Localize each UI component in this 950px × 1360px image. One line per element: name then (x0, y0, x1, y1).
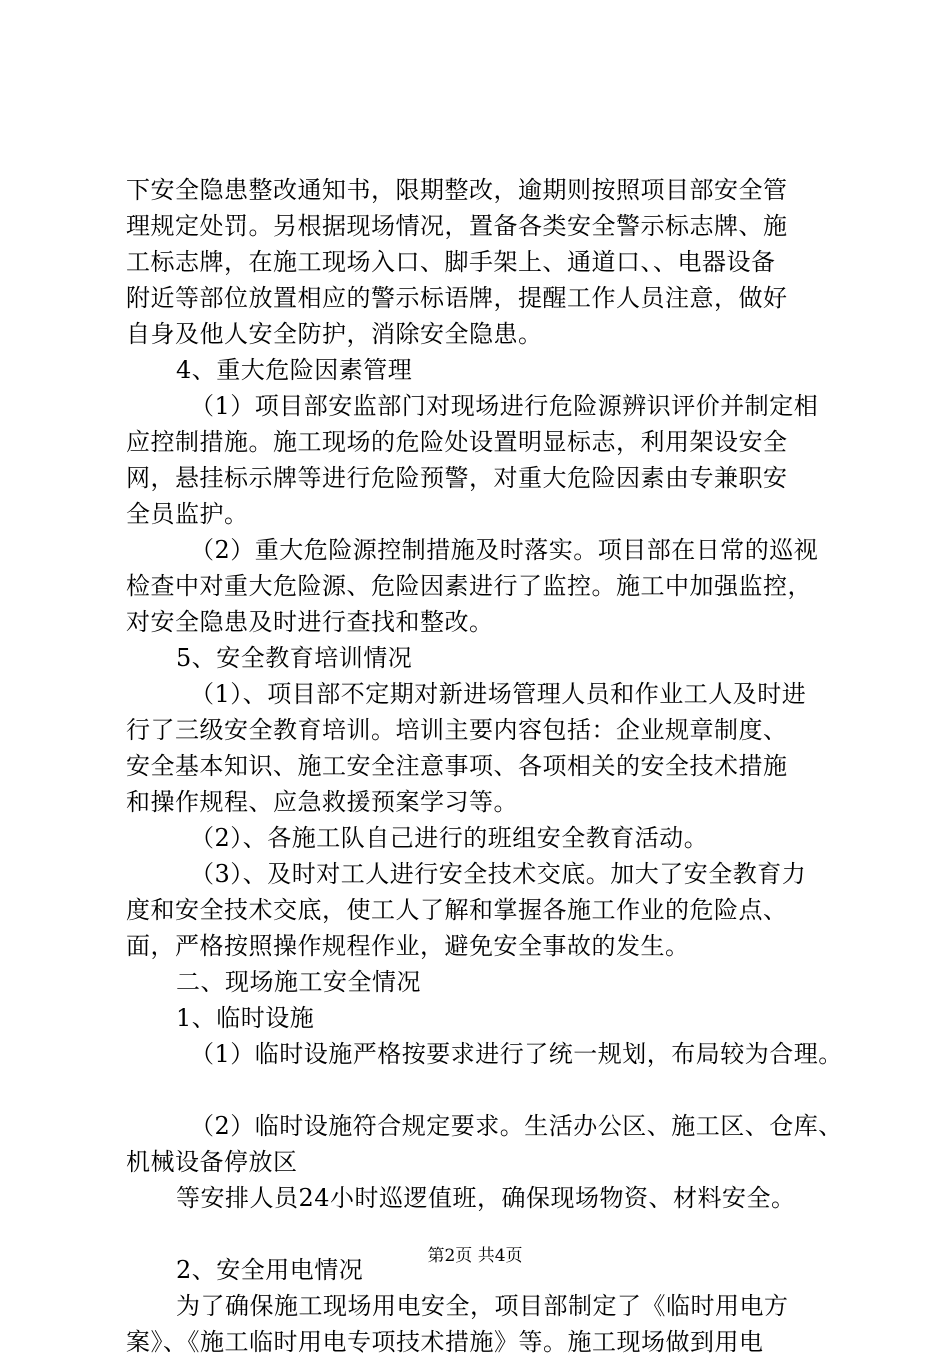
body-line: 检查中对重大危险源、危险因素进行了监控。施工中加强监控， (126, 572, 812, 600)
body-line: 行了三级安全教育培训。培训主要内容包括：企业规章制度、 (126, 716, 788, 744)
body-line: 度和安全技术交底，使工人了解和掌握各施工作业的危险点、 (126, 896, 788, 924)
body-line: （1）、项目部不定期对新进场管理人员和作业工人及时进 (190, 680, 807, 708)
body-line: （3）、及时对工人进行安全技术交底。加大了安全教育力 (190, 860, 807, 888)
body-line: 工标志牌，在施工现场入口、脚手架上、通道口、、电器设备 (126, 248, 776, 276)
section-heading: 1、临时设施 (176, 1004, 315, 1032)
body-line: 等安排人员24小时巡逻值班，确保现场物资、材料安全。 (176, 1184, 796, 1212)
body-line: 和操作规程、应急救援预案学习等。 (126, 788, 518, 816)
body-line: （2）重大危险源控制措施及时落实。项目部在日常的巡视 (190, 536, 819, 564)
section-heading: 2、安全用电情况 (176, 1256, 364, 1284)
body-line: （1）项目部安监部门对现场进行危险源辨识评价并制定相 (190, 392, 819, 420)
body-line: 附近等部位放置相应的警示标语牌，提醒工作人员注意，做好 (126, 284, 788, 312)
body-line: 应控制措施。施工现场的危险处设置明显标志，利用架设安全 (126, 428, 788, 456)
body-line: 理规定处罚。另根据现场情况，置备各类安全警示标志牌、施 (126, 212, 788, 240)
body-line: 面，严格按照操作规程作业，避免安全事故的发生。 (126, 932, 690, 960)
body-line: 安全基本知识、施工安全注意事项、各项相关的安全技术措施 (126, 752, 788, 780)
body-line: 案》、《施工临时用电专项技术措施》等。施工现场做到用电 (126, 1328, 764, 1356)
page-number: 第2页 共4页 (427, 1246, 523, 1266)
section-heading: 5、安全教育培训情况 (176, 644, 413, 672)
body-line: 自身及他人安全防护，消除安全隐患。 (126, 320, 543, 348)
section-heading: 二、现场施工安全情况 (176, 968, 421, 996)
body-line: 下安全隐患整改通知书，限期整改，逾期则按照项目部安全管 (126, 176, 788, 204)
paragraph-gap (126, 1072, 846, 1108)
body-line: 全员监护。 (126, 500, 249, 528)
body-line: （2）临时设施符合规定要求。生活办公区、施工区、仓库、 (190, 1112, 843, 1140)
body-line: （1）临时设施严格按要求进行了统一规划，布局较为合理。 (190, 1040, 843, 1068)
document-body (126, 172, 846, 1360)
section-heading: 4、重大危险因素管理 (176, 356, 413, 384)
body-line: 机械设备停放区 (126, 1148, 298, 1176)
body-line: 为了确保施工现场用电安全，项目部制定了《临时用电方 (176, 1292, 789, 1320)
body-line: 对安全隐患及时进行查找和整改。 (126, 608, 494, 636)
body-line: 网，悬挂标示牌等进行危险预警，对重大危险因素由专兼职安 (126, 464, 788, 492)
body-line: （2）、各施工队自己进行的班组安全教育活动。 (190, 824, 709, 852)
